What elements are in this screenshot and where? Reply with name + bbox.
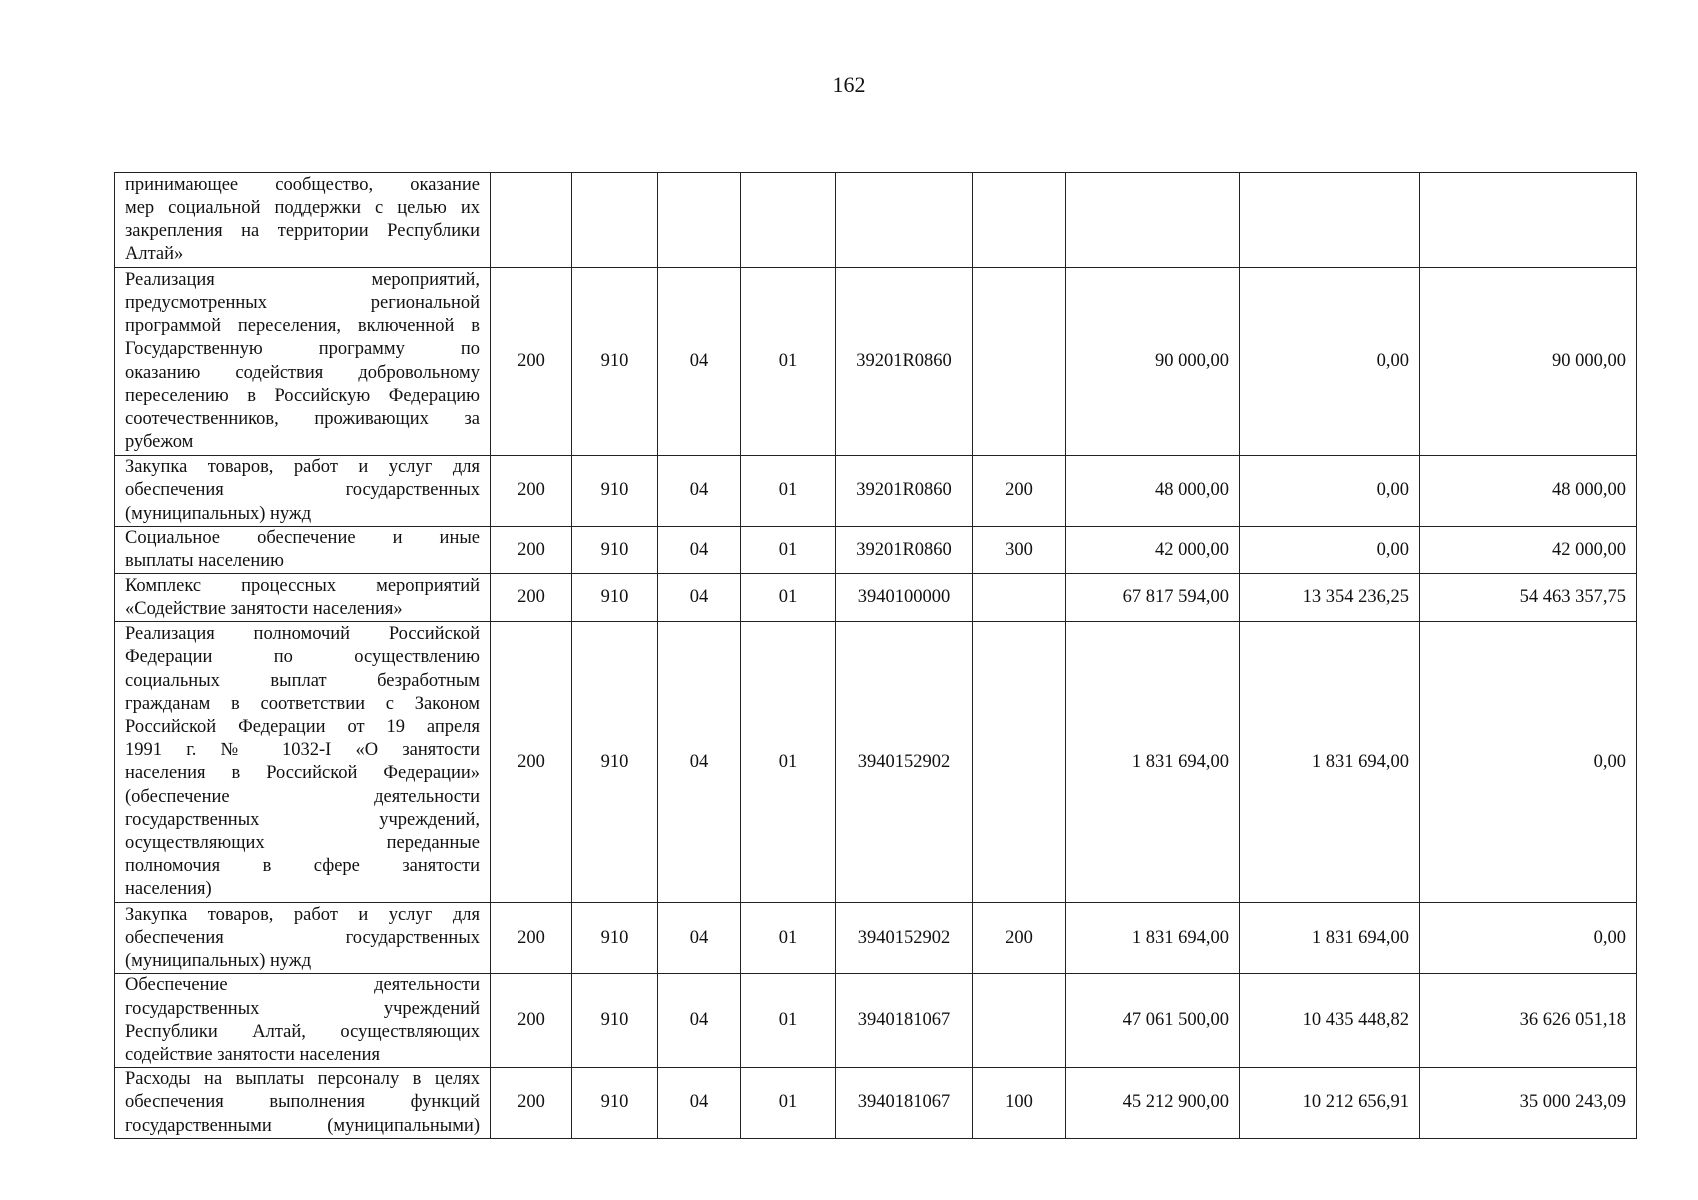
description-line: Обеспечение деятельности bbox=[125, 975, 480, 996]
cell-col-1: 200 bbox=[491, 974, 572, 1068]
cell-col-8 bbox=[1240, 173, 1420, 268]
cell-col-4: 01 bbox=[741, 268, 836, 456]
description-line: государственных учреждений bbox=[125, 998, 480, 1019]
cell-col-9: 36 626 051,18 bbox=[1420, 974, 1637, 1068]
cell-col-8: 0,00 bbox=[1240, 268, 1420, 456]
cell-col-6: 200 bbox=[973, 456, 1066, 527]
cell-col-5: 3940181067 bbox=[836, 974, 973, 1068]
description-line-last: Алтай» bbox=[125, 244, 184, 265]
table-row bbox=[115, 268, 1637, 456]
cell-col-7 bbox=[1066, 173, 1240, 268]
cell-col-2: 910 bbox=[572, 527, 658, 574]
description-line: Закупка товаров, работ и услуг для bbox=[125, 904, 480, 925]
row-description bbox=[115, 622, 491, 903]
description-line: мер социальной поддержки с целью их bbox=[125, 197, 480, 218]
table-row bbox=[115, 173, 1637, 268]
cell-col-9: 54 463 357,75 bbox=[1420, 574, 1637, 622]
row-description bbox=[115, 456, 491, 527]
description-line-last: (муниципальных) нужд bbox=[125, 503, 312, 524]
cell-col-6: 300 bbox=[973, 527, 1066, 574]
cell-col-3 bbox=[658, 173, 741, 268]
description-line: (обеспечение деятельности bbox=[125, 786, 480, 807]
cell-col-7: 42 000,00 bbox=[1066, 527, 1240, 574]
cell-col-2: 910 bbox=[572, 974, 658, 1068]
cell-col-9: 0,00 bbox=[1420, 622, 1637, 903]
cell-col-5: 3940181067 bbox=[836, 1068, 973, 1139]
description-line: Реализация полномочий Российской bbox=[125, 624, 480, 645]
description-line: соотечественников, проживающих за bbox=[125, 408, 480, 429]
description-line: социальных выплат безработным bbox=[125, 670, 480, 691]
cell-col-9: 0,00 bbox=[1420, 903, 1637, 974]
description-line: Государственную программу по bbox=[125, 339, 480, 360]
description-line: программой переселения, включенной в bbox=[125, 316, 480, 337]
cell-col-6 bbox=[973, 974, 1066, 1068]
description-line-last: рубежом bbox=[125, 432, 194, 453]
cell-col-5: 39201R0860 bbox=[836, 268, 973, 456]
cell-col-8: 1 831 694,00 bbox=[1240, 903, 1420, 974]
budget-table bbox=[114, 172, 1637, 1139]
cell-col-4 bbox=[741, 173, 836, 268]
cell-col-8: 13 354 236,25 bbox=[1240, 574, 1420, 622]
cell-col-6 bbox=[973, 268, 1066, 456]
cell-col-7: 1 831 694,00 bbox=[1066, 622, 1240, 903]
description-line: Федерации по осуществлению bbox=[125, 647, 480, 668]
table-row bbox=[115, 622, 1637, 903]
row-description bbox=[115, 574, 491, 622]
description-line: Российской Федерации от 19 апреля bbox=[125, 717, 480, 737]
row-description bbox=[115, 1068, 491, 1139]
description-line-last: «Содействие занятости населения» bbox=[125, 598, 403, 619]
cell-col-3: 04 bbox=[658, 268, 741, 456]
description-line-last: населения) bbox=[125, 879, 212, 900]
description-line: населения в Российской Федерации» bbox=[125, 763, 480, 784]
cell-col-4: 01 bbox=[741, 1068, 836, 1139]
description-line: Расходы на выплаты персоналу в целях bbox=[125, 1069, 480, 1090]
cell-col-1: 200 bbox=[491, 456, 572, 527]
description-line: закрепления на территории Республики bbox=[125, 221, 480, 241]
description-line-last: выплаты населению bbox=[125, 551, 284, 572]
description-line: полномочия в сфере занятости bbox=[125, 856, 480, 877]
description-line: гражданам в соответствии с Законом bbox=[125, 693, 480, 714]
cell-col-3: 04 bbox=[658, 903, 741, 974]
table-row bbox=[115, 903, 1637, 974]
cell-col-9: 48 000,00 bbox=[1420, 456, 1637, 527]
cell-col-5: 39201R0860 bbox=[836, 527, 973, 574]
cell-col-8: 1 831 694,00 bbox=[1240, 622, 1420, 903]
description-line: 1991 г. № 1032-I «О занятости bbox=[125, 740, 480, 761]
description-line: государственными (муниципальными) bbox=[125, 1115, 480, 1136]
cell-col-3: 04 bbox=[658, 974, 741, 1068]
cell-col-2: 910 bbox=[572, 574, 658, 622]
cell-col-8: 0,00 bbox=[1240, 456, 1420, 527]
description-line: государственных учреждений, bbox=[125, 809, 480, 830]
cell-col-7: 90 000,00 bbox=[1066, 268, 1240, 456]
description-line-last: содействие занятости населения bbox=[125, 1045, 381, 1066]
cell-col-5: 39201R0860 bbox=[836, 456, 973, 527]
cell-col-5: 3940152902 bbox=[836, 622, 973, 903]
cell-col-1 bbox=[491, 173, 572, 268]
cell-col-4: 01 bbox=[741, 456, 836, 527]
table-row bbox=[115, 1068, 1637, 1139]
cell-col-1: 200 bbox=[491, 1068, 572, 1139]
cell-col-7: 1 831 694,00 bbox=[1066, 903, 1240, 974]
cell-col-7: 48 000,00 bbox=[1066, 456, 1240, 527]
description-line: предусмотренных региональной bbox=[125, 292, 480, 313]
description-line: Реализация мероприятий, bbox=[125, 269, 480, 290]
cell-col-5: 3940100000 bbox=[836, 574, 973, 622]
description-line-last: (муниципальных) нужд bbox=[125, 951, 312, 971]
cell-col-7: 67 817 594,00 bbox=[1066, 574, 1240, 622]
description-line: Республики Алтай, осуществляющих bbox=[125, 1021, 480, 1042]
description-line: Комплекс процессных мероприятий bbox=[125, 575, 480, 596]
cell-col-3: 04 bbox=[658, 527, 741, 574]
cell-col-2: 910 bbox=[572, 622, 658, 903]
cell-col-7: 45 212 900,00 bbox=[1066, 1068, 1240, 1139]
cell-col-9: 90 000,00 bbox=[1420, 268, 1637, 456]
cell-col-2: 910 bbox=[572, 1068, 658, 1139]
description-line: обеспечения государственных bbox=[125, 480, 480, 501]
cell-col-1: 200 bbox=[491, 622, 572, 903]
description-line: Социальное обеспечение и иные bbox=[125, 528, 480, 548]
description-line: переселению в Российскую Федерацию bbox=[125, 385, 480, 406]
cell-col-8: 0,00 bbox=[1240, 527, 1420, 574]
cell-col-9: 35 000 243,09 bbox=[1420, 1068, 1637, 1139]
table-row bbox=[115, 974, 1637, 1068]
table-row bbox=[115, 527, 1637, 574]
cell-col-2 bbox=[572, 173, 658, 268]
cell-col-2: 910 bbox=[572, 903, 658, 974]
cell-col-5: 3940152902 bbox=[836, 903, 973, 974]
description-line: Закупка товаров, работ и услуг для bbox=[125, 457, 480, 478]
cell-col-2: 910 bbox=[572, 268, 658, 456]
cell-col-4: 01 bbox=[741, 622, 836, 903]
cell-col-1: 200 bbox=[491, 527, 572, 574]
description-line: обеспечения государственных bbox=[125, 927, 480, 948]
cell-col-6 bbox=[973, 574, 1066, 622]
description-line: принимающее сообщество, оказание bbox=[125, 174, 480, 195]
cell-col-3: 04 bbox=[658, 456, 741, 527]
cell-col-9: 42 000,00 bbox=[1420, 527, 1637, 574]
cell-col-8: 10 435 448,82 bbox=[1240, 974, 1420, 1068]
description-line: оказанию содействия добровольному bbox=[125, 362, 480, 383]
cell-col-1: 200 bbox=[491, 268, 572, 456]
cell-col-7: 47 061 500,00 bbox=[1066, 974, 1240, 1068]
row-description bbox=[115, 527, 491, 574]
cell-col-3: 04 bbox=[658, 574, 741, 622]
description-line: осуществляющих переданные bbox=[125, 833, 480, 854]
cell-col-2: 910 bbox=[572, 456, 658, 527]
row-description bbox=[115, 173, 491, 268]
table-row bbox=[115, 574, 1637, 622]
cell-col-1: 200 bbox=[491, 903, 572, 974]
cell-col-6 bbox=[973, 622, 1066, 903]
page-number: 162 bbox=[832, 72, 866, 97]
row-description bbox=[115, 268, 491, 456]
cell-col-3: 04 bbox=[658, 622, 741, 903]
cell-col-3: 04 bbox=[658, 1068, 741, 1139]
cell-col-4: 01 bbox=[741, 527, 836, 574]
table-row bbox=[115, 456, 1637, 527]
cell-col-6 bbox=[973, 173, 1066, 268]
cell-col-4: 01 bbox=[741, 974, 836, 1068]
cell-col-5 bbox=[836, 173, 973, 268]
cell-col-6: 200 bbox=[973, 903, 1066, 974]
cell-col-4: 01 bbox=[741, 903, 836, 974]
cell-col-9 bbox=[1420, 173, 1637, 268]
description-line: обеспечения выполнения функций bbox=[125, 1092, 480, 1113]
row-description bbox=[115, 903, 491, 974]
cell-col-8: 10 212 656,91 bbox=[1240, 1068, 1420, 1139]
cell-col-4: 01 bbox=[741, 574, 836, 622]
cell-col-1: 200 bbox=[491, 574, 572, 622]
cell-col-6: 100 bbox=[973, 1068, 1066, 1139]
row-description bbox=[115, 974, 491, 1068]
